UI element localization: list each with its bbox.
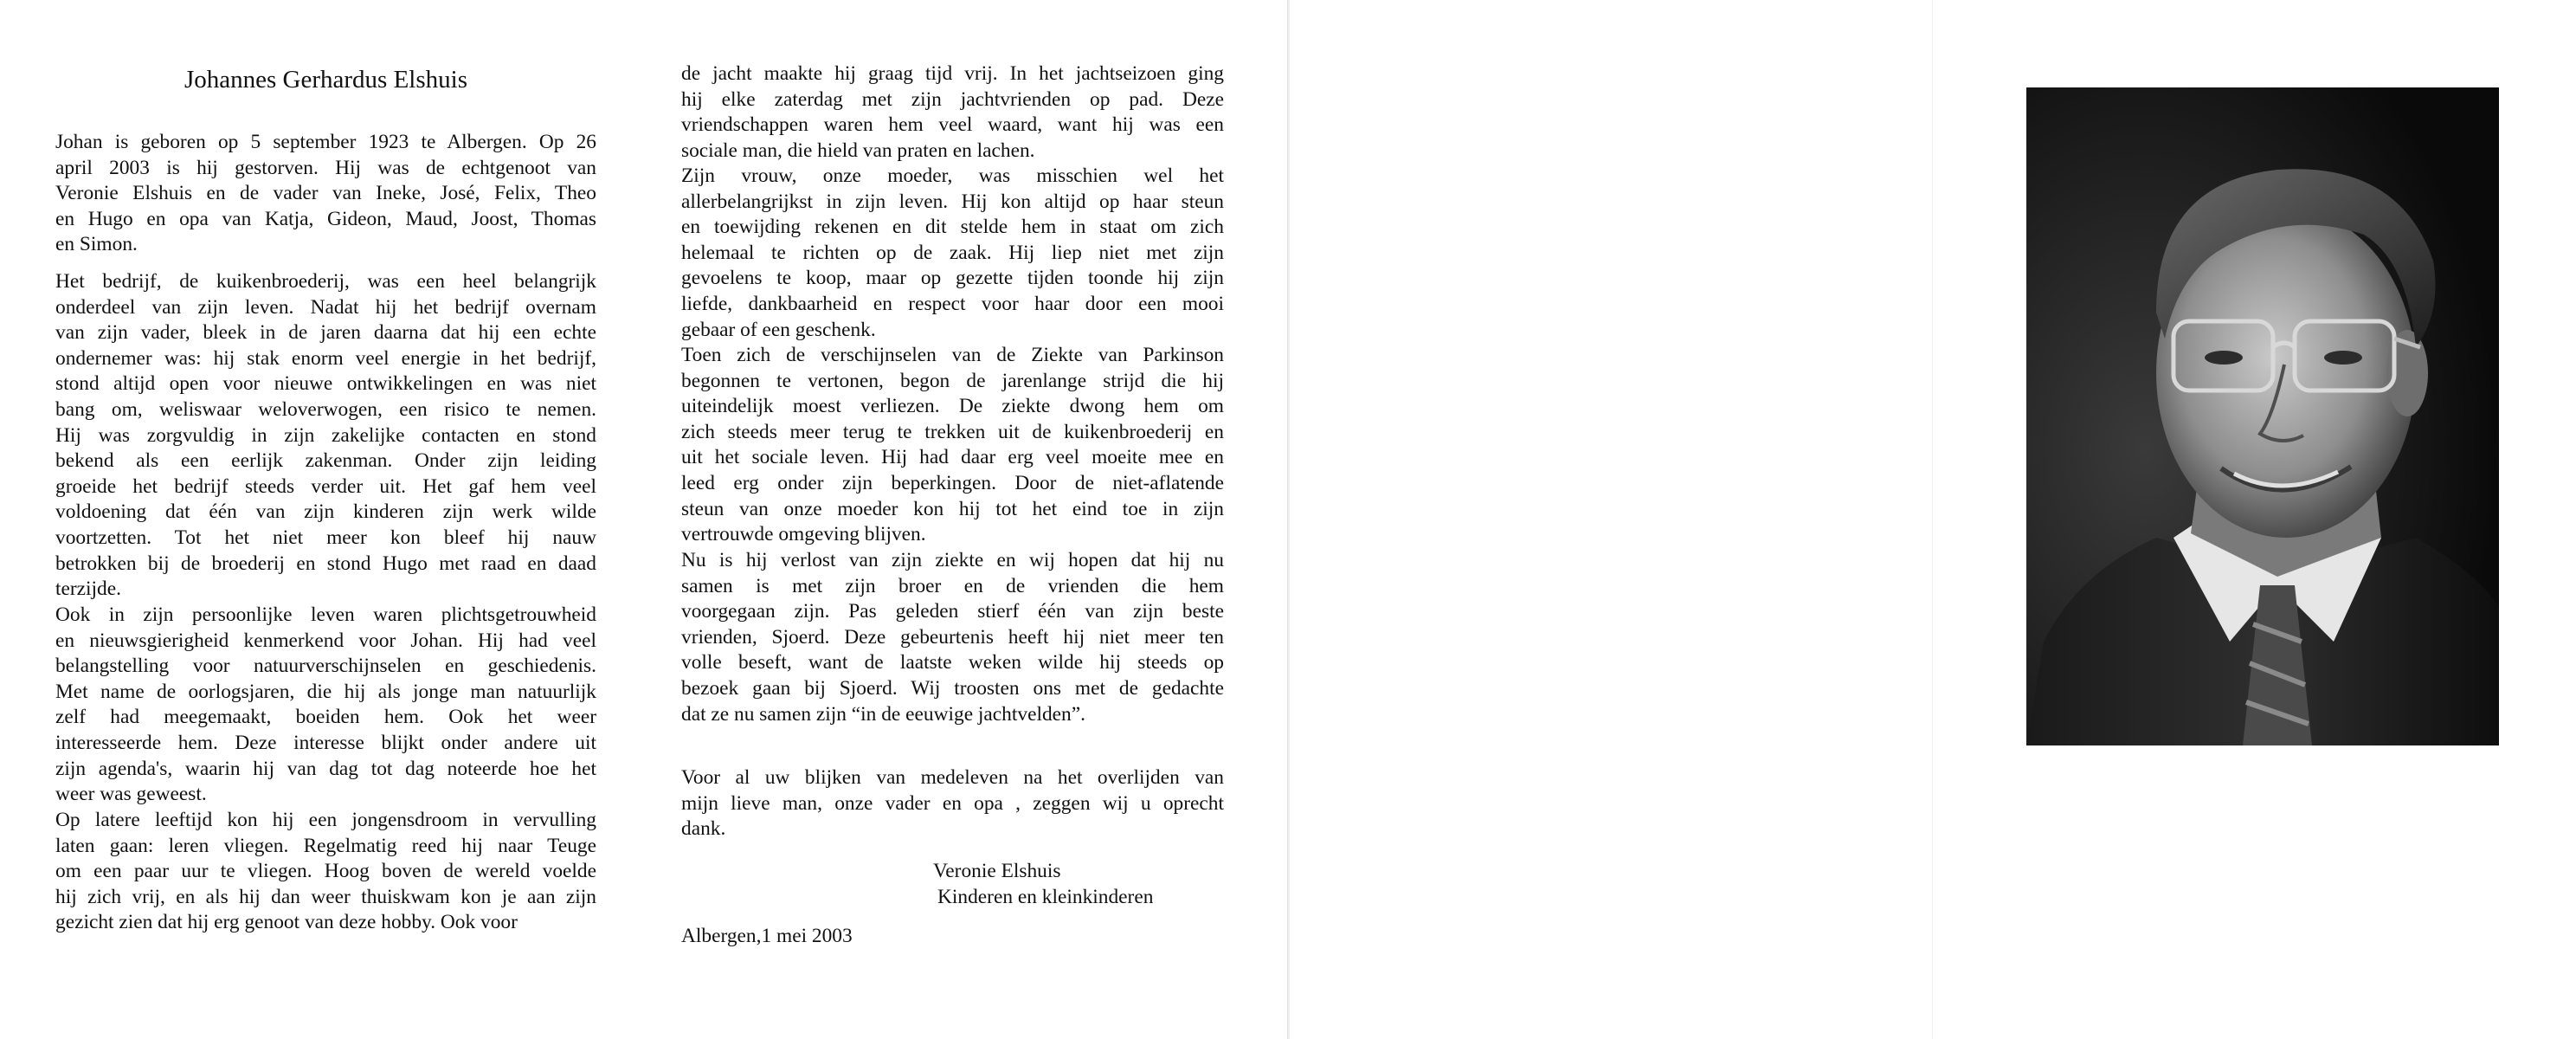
text-line: en nieuwsgierigheid kenmerkend voor Johan. Hij had veel (55, 629, 596, 652)
signature-family: Kinderen en kleinkinderen (937, 886, 1154, 908)
text-line: vrienden, Sjoerd. Deze gebeurtenis heeft hij niet meer ten (681, 625, 1224, 649)
text-line: Op latere leeftijd kon hij een jongensdroom in vervulling (55, 809, 596, 831)
text-line: volle beseft, want de laatste weken wilde hij steeds op (681, 651, 1224, 674)
place-and-date: Albergen,1 mei 2003 (681, 925, 853, 947)
text-line: zijn agenda's, waarin hij van dag tot dag noteerde hoe het (55, 757, 596, 780)
portrait-photo (2026, 87, 2499, 745)
text-line: uiteindelijk moest verliezen. De ziekte dwong hem om (681, 395, 1224, 418)
text-line: sociale man, die hield van praten en lachen. (681, 139, 1035, 162)
text-line: betrokken bij de broederij en stond Hugo met raad en daad (55, 552, 596, 575)
text-line: interesseerde hem. Deze interesse blijkt onder andere uit (55, 731, 596, 754)
text-line: Het bedrijf, de kuikenbroederij, was een heel belangrijk (55, 270, 596, 293)
text-line: voldoening dat één van zijn kinderen zijn werk wilde (55, 500, 596, 524)
text-line: hij elke zaterdag met zijn jachtvrienden op pad. Deze (681, 87, 1224, 111)
portrait-image (2026, 87, 2499, 745)
paragraph-peace (681, 548, 1224, 727)
paragraph-birth-death (55, 130, 596, 258)
paragraph-flying (55, 808, 596, 936)
paragraph-personal-life (55, 603, 596, 808)
text-line: bang om, weliswaar weloverwogen, een risico te nemen. (55, 397, 596, 421)
text-line: steun van onze moeder kon hij tot het eind toe in zijn (681, 497, 1224, 520)
text-line: Ook in zijn persoonlijke leven waren plichtsgetrouwheid (55, 603, 596, 626)
paragraph-thanks (681, 765, 1224, 842)
paragraph-hunting (681, 61, 1224, 164)
text-line: bezoek gaan bij Sjoerd. Wij troosten ons met de gedachte (681, 676, 1224, 700)
text-line: zich steeds meer terug te trekken uit de kuikenbroederij en (681, 420, 1224, 443)
text-line: liefde, dankbaarheid en respect voor haar door een mooi (681, 292, 1224, 315)
text-line: belangstelling voor natuurverschijnselen en geschiedenis. (55, 655, 596, 678)
text-line: Nu is hij verlost van zijn ziekte en wij hopen dat hij nu (681, 549, 1224, 571)
text-line: Veronie Elshuis en de vader van Ineke, José, Felix, Theo (55, 182, 596, 205)
text-line: Voor al uw blijken van medeleven na het overlijden van (681, 766, 1224, 789)
signature-name: Veronie Elshuis (933, 860, 1061, 882)
text-line: de jacht maakte hij graag tijd vrij. In het jachtseizoen ging (681, 62, 1224, 85)
text-line: Met name de oorlogsjaren, die hij als jonge man natuurlijk (55, 680, 596, 703)
text-line: dank. (681, 817, 726, 841)
text-line: onderdeel van zijn leven. Nadat hij het bedrijf overnam (55, 295, 596, 319)
text-line: voorgegaan zijn. Pas geleden stierf één van zijn beste (681, 600, 1224, 623)
paragraph-wife (681, 164, 1224, 343)
text-line: mijn lieve man, onze vader en opa , zeggen wij u oprecht (681, 791, 1224, 815)
text-line: hij zich vrij, en als hij dan weer thuiskwam kon je aan zijn (55, 885, 596, 908)
text-line: uit het sociale leven. Hij had daar erg veel moeite mee en (681, 446, 1224, 469)
text-line: om een paar uur te vliegen. Hoog boven de wereld voelde (55, 860, 596, 883)
text-line: stond altijd open voor nieuwe ontwikkelingen en was niet (55, 372, 596, 396)
text-line: helemaal te richten op de zaak. Hij liep niet met zijn (681, 241, 1224, 264)
text-line: vertrouwde omgeving blijven. (681, 523, 926, 546)
text-line: laten gaan: leren vliegen. Regelmatig reed hij naar Teuge (55, 834, 596, 857)
text-line: leed erg onder zijn beperkingen. Door de niet-aflatende (681, 471, 1224, 494)
text-line: van zijn vader, bleek in de jaren daarna dat hij een echte (55, 321, 596, 345)
text-line: Hij was zorgvuldig in zijn zakelijke contacten en stond (55, 423, 596, 447)
deceased-name-title: Johannes Gerhardus Elshuis (184, 66, 467, 94)
text-line: bekend als een eerlijk zakenman. Onder zijn leiding (55, 449, 596, 473)
text-line: zelf had meegemaakt, boeiden hem. Ook het weer (55, 706, 596, 729)
text-line: samen is met zijn broer en de vrienden die hem (681, 574, 1224, 597)
text-line: terzijde. (55, 578, 121, 601)
text-line: weer was geweest. (55, 783, 207, 806)
text-line: gezicht zien dat hij erg genoot van deze hobby. Ook voor (55, 911, 518, 934)
text-line: groeide het bedrijf steeds verder uit. Het gaf hem veel (55, 474, 596, 498)
text-line: Zijn vrouw, onze moeder, was misschien wel het (681, 165, 1224, 187)
text-line: ondernemer was: hij stak enorm veel energie in het bedrijf, (55, 346, 596, 370)
text-line: en Simon. (55, 233, 138, 256)
text-line: Johan is geboren op 5 september 1923 te Albergen. Op 26 (55, 131, 596, 153)
paragraph-parkinson (681, 343, 1224, 548)
text-line: en Hugo en opa van Katja, Gideon, Maud, Joost, Thomas (55, 207, 596, 230)
text-line: en toewijding rekenen en dit stelde hem in staat om zich (681, 216, 1224, 239)
text-line: gevoelens te koop, maar op gezette tijden toonde hij zijn (681, 267, 1224, 290)
paragraph-business (55, 269, 596, 603)
text-line: dat ze nu samen zijn “in de eeuwige jachtvelden”. (681, 702, 1085, 726)
text-line: allerbelangrijkst in zijn leven. Hij kon altijd op haar steun (681, 190, 1224, 213)
text-line: april 2003 is hij gestorven. Hij was de echtgenoot van (55, 156, 596, 179)
text-line: vriendschappen waren hem veel waard, want hij was een (681, 113, 1224, 137)
card-crease (1932, 0, 1933, 1039)
text-line: begonnen te vertonen, begon de jarenlange strijd die hij (681, 369, 1224, 392)
text-line: gebaar of een geschenk. (681, 318, 876, 341)
text-line: voortzetten. Tot het niet meer kon bleef hij nauw (55, 526, 596, 549)
text-line: Toen zich de verschijnselen van de Ziekte van Parkinson (681, 344, 1224, 366)
